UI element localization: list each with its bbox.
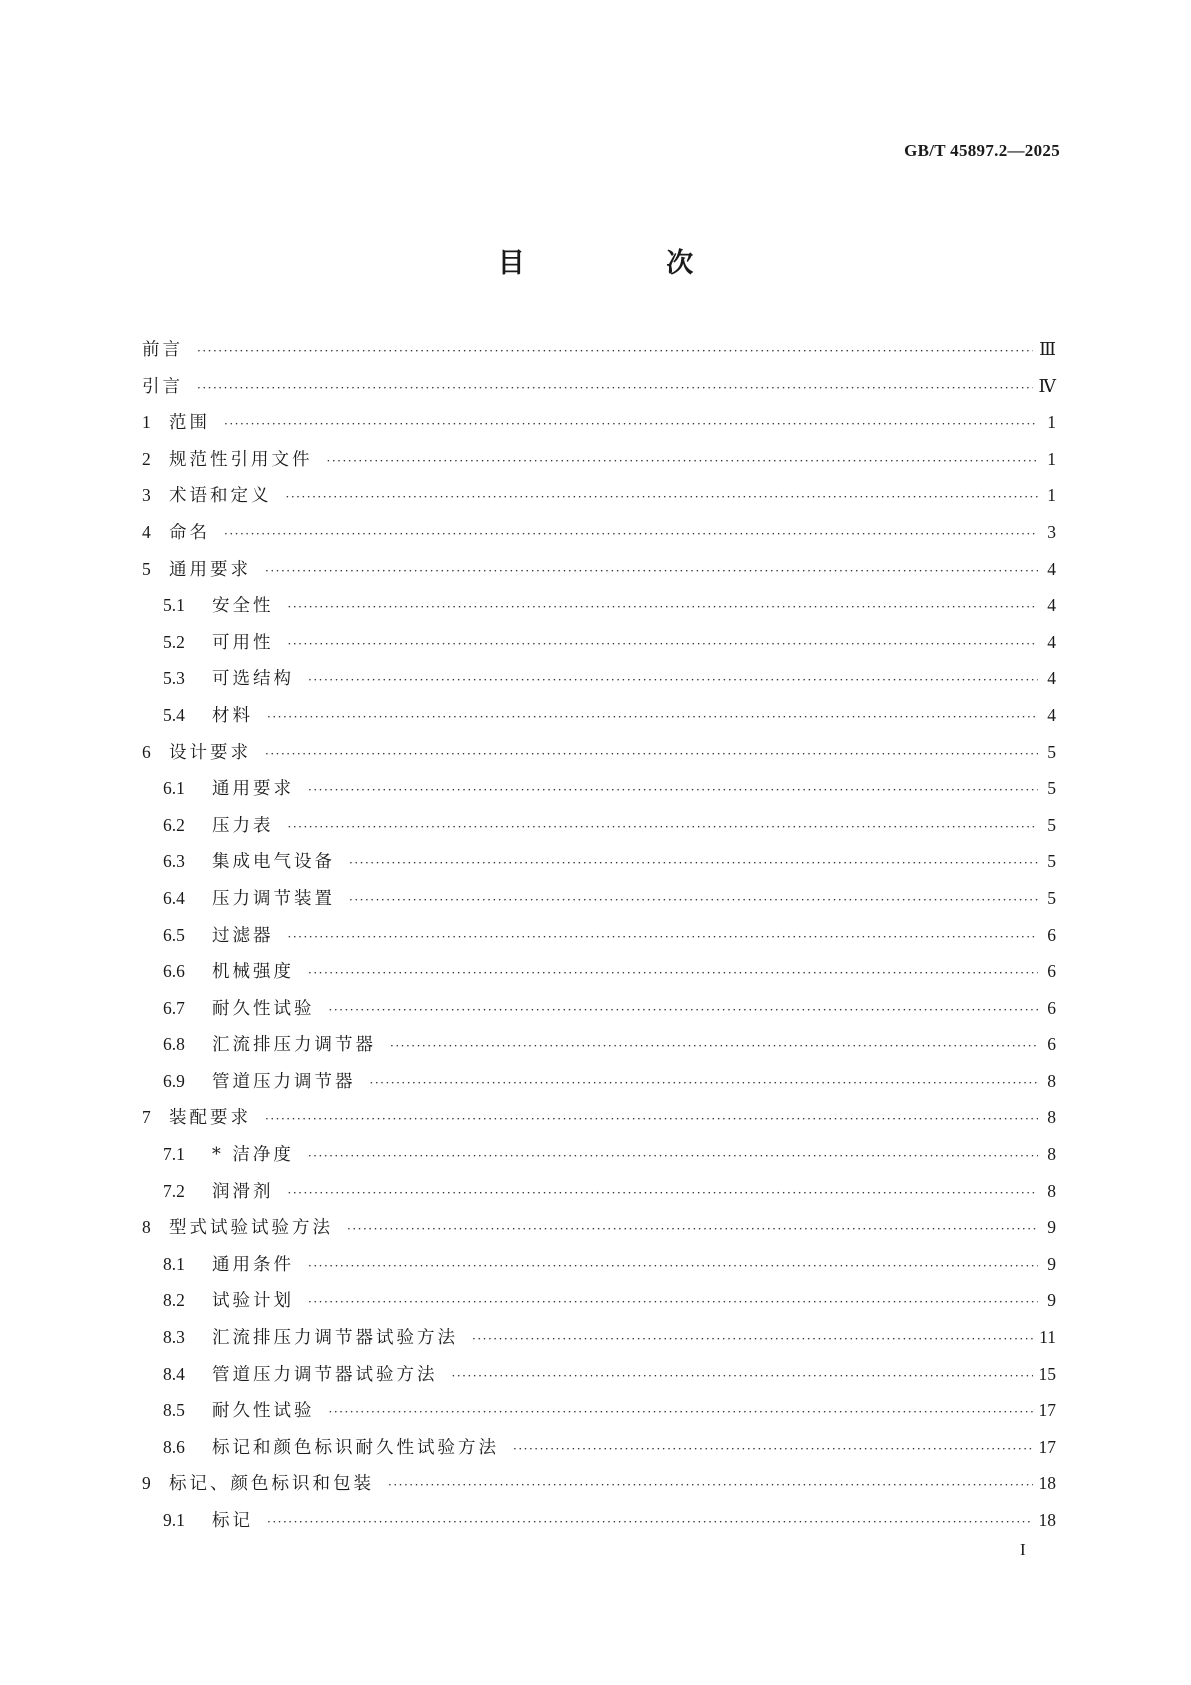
toc-entry-number: 9.1 [163,1510,185,1530]
toc-entry-number: 6.7 [163,997,185,1018]
toc-entry-label: 术语和定义 [169,486,272,507]
toc-entry-page: 5 [1047,741,1056,762]
toc-entry[interactable] [142,409,1056,446]
toc-entry-label: 集成电气设备 [212,852,335,873]
toc-entry-page: Ⅳ [1038,375,1056,396]
toc-entry-number: 6.8 [163,1034,185,1055]
page-number: I [1020,1540,1026,1559]
toc-entry-label: 安全性 [212,596,274,617]
toc-entry-number: 6.9 [163,1070,185,1091]
toc-entry-page: 17 [1038,1400,1056,1421]
toc-entry-page: Ⅲ [1039,339,1056,359]
toc-entry[interactable] [142,629,1056,666]
toc-entry[interactable] [142,665,1056,702]
toc-leader-dots [288,637,1039,651]
toc-entry-number: 8.4 [163,1363,185,1384]
toc-entry-number: 3 [142,485,151,506]
toc-leader-dots [349,856,1038,870]
toc-entry[interactable] [142,519,1056,556]
toc-leader-dots [390,1039,1038,1053]
toc-entry-number: 8.5 [163,1400,185,1421]
toc-entry-number: 5.3 [163,668,185,689]
toc-entry-page: 1 [1047,485,1056,506]
toc-entry-label: 前言 [142,340,183,360]
toc-leader-dots [288,600,1039,614]
toc-entry-page: 1 [1047,412,1056,433]
document-identifier: GB/T 45897.2—2025 [904,141,1060,160]
toc-leader-dots [224,417,1038,431]
toc-entry-page: 8 [1047,1144,1056,1165]
toc-leader-dots [308,673,1038,687]
toc-entry-number: 5.4 [163,704,185,725]
toc-leader-dots [308,1295,1038,1309]
toc-entry-page: 9 [1047,1290,1056,1311]
toc-entry-page: 4 [1047,704,1056,725]
toc-entry-page: 8 [1047,1070,1056,1091]
toc-entry-label: 管道压力调节器 [212,1071,356,1092]
toc-entry-number: 8.2 [163,1290,185,1311]
toc-entry[interactable] [142,556,1056,593]
toc-entry-label: 型式试验试验方法 [169,1218,333,1239]
toc-leader-dots [288,820,1039,834]
toc-entry-page: 3 [1047,521,1056,542]
toc-entry-label: 压力表 [212,815,274,836]
toc-entry[interactable] [142,482,1056,519]
toc-leader-dots [286,490,1039,504]
toc-entry-number: 2 [142,448,151,469]
toc-entry-label: 过滤器 [212,925,274,946]
toc-entry-label: 汇流排压力调节器 [212,1035,376,1056]
toc-entry[interactable] [142,1251,1056,1288]
toc-entry-label: 设计要求 [169,742,251,763]
toc-entry[interactable] [142,812,1056,849]
toc-entry[interactable] [142,1287,1056,1324]
toc-entry-page: 4 [1047,595,1056,616]
toc-leader-dots [329,1003,1039,1017]
toc-leader-dots [370,1076,1039,1090]
toc-entry[interactable] [142,995,1056,1032]
toc-entry[interactable] [142,848,1056,885]
toc-entry-page: 4 [1047,558,1056,579]
toc-entry[interactable] [142,739,1056,776]
toc-entry-page: 17 [1038,1436,1056,1457]
toc-entry-label: 引言 [142,376,183,397]
toc-entry[interactable] [142,885,1056,922]
toc-entry-label: 通用条件 [212,1254,294,1275]
toc-entry[interactable] [142,1031,1056,1068]
toc-leader-dots [347,1222,1038,1236]
toc-entry[interactable] [142,592,1056,629]
toc-entry[interactable] [142,1470,1056,1507]
toc-entry-number: 5.2 [163,631,185,652]
toc-leader-dots [329,1405,1033,1419]
toc-entry-label: 通用要求 [212,779,294,800]
toc-leader-dots [265,747,1038,761]
toc-entry[interactable] [142,1178,1056,1215]
toc-leader-dots [197,344,1033,358]
toc-entry-label: 装配要求 [169,1108,251,1129]
toc-leader-dots [308,1149,1038,1163]
toc-entry-label: 命名 [169,522,210,543]
toc-entry-label: 耐久性试验 [212,998,315,1019]
toc-entry-label: 汇流排压力调节器试验方法 [212,1328,458,1349]
toc-entry-page: 1 [1047,448,1056,469]
toc-entry-label: 可选结构 [212,669,294,690]
toc-entry[interactable] [142,775,1056,812]
toc-leader-dots [349,893,1038,907]
toc-entry[interactable] [142,702,1056,739]
toc-entry-label: 管道压力调节器试验方法 [212,1364,438,1385]
toc-entry-page: 8 [1047,1180,1056,1201]
toc-entry-label: 可用性 [212,632,274,653]
toc-entry-page: 18 [1038,1473,1056,1494]
toc-entry-page: 5 [1047,887,1056,908]
toc-entry-number: 6 [142,741,151,762]
toc-entry-label: 标记、颜色标识和包装 [169,1474,374,1495]
toc-entry[interactable] [142,1324,1056,1361]
toc-leader-dots [472,1332,1033,1346]
toc-entry-number: 8.6 [163,1436,185,1457]
toc-entry-page: 9 [1047,1253,1056,1274]
toc-entry-number: 8.3 [163,1327,185,1348]
toc-entry-label: 试验计划 [212,1291,294,1312]
toc-entry[interactable] [142,446,1056,483]
toc-entry-page: 11 [1039,1327,1056,1348]
toc-entry[interactable] [142,1434,1056,1471]
toc-entry-number: 6.1 [163,778,185,799]
toc-entry-number: 4 [142,521,151,542]
toc-leader-dots [308,783,1038,797]
toc-leader-dots [265,564,1038,578]
toc-entry-page: 9 [1047,1217,1056,1238]
toc-entry-label: 压力调节装置 [212,888,335,909]
toc-entry-label: * 洁净度 [212,1145,294,1166]
toc-entry-label: 标记 [212,1511,253,1531]
toc-entry-number: 7 [142,1107,151,1128]
table-of-contents [142,336,1056,1544]
toc-leader-dots [288,930,1039,944]
toc-entry[interactable] [142,336,1056,373]
toc-entry-number: 6.3 [163,851,185,872]
toc-leader-dots [388,1478,1033,1492]
toc-entry-label: 润滑剂 [212,1181,274,1202]
toc-entry-page: 6 [1047,997,1056,1018]
toc-leader-dots [308,1259,1038,1273]
toc-leader-dots [224,527,1038,541]
toc-entry[interactable] [142,922,1056,959]
toc-entry-label: 耐久性试验 [212,1401,315,1422]
toc-entry-number: 7.1 [163,1144,185,1165]
toc-entry-number: 5 [142,558,151,579]
toc-leader-dots [308,966,1038,980]
toc-entry[interactable] [142,958,1056,995]
toc-leader-dots [288,1186,1039,1200]
toc-entry-page: 18 [1038,1510,1056,1530]
toc-entry-number: 8.1 [163,1253,185,1274]
toc-entry-label: 通用要求 [169,559,251,580]
toc-entry-page: 4 [1047,668,1056,689]
toc-entry-number: 6.5 [163,924,185,945]
toc-entry-label: 规范性引用文件 [169,449,313,470]
toc-entry[interactable] [142,1104,1056,1141]
toc-entry-page: 15 [1038,1363,1056,1384]
toc-entry[interactable] [142,1214,1056,1251]
toc-entry-label: 范围 [169,413,210,434]
toc-entry[interactable] [142,1068,1056,1105]
toc-entry-label: 材料 [212,705,253,726]
toc-entry[interactable] [142,1361,1056,1398]
toc-leader-dots [452,1369,1033,1383]
toc-leader-dots [197,381,1033,395]
page-title: 目 次 [497,248,760,279]
toc-entry-number: 6.2 [163,814,185,835]
toc-entry[interactable] [142,1141,1056,1178]
toc-leader-dots [327,454,1039,468]
toc-entry-label: 机械强度 [212,962,294,983]
toc-entry[interactable] [142,1507,1056,1544]
toc-entry[interactable] [142,373,1056,410]
toc-entry-page: 6 [1047,961,1056,982]
toc-entry-number: 8 [142,1217,151,1238]
toc-entry[interactable] [142,1397,1056,1434]
toc-entry-page: 5 [1047,814,1056,835]
toc-leader-dots [265,1112,1038,1126]
toc-entry-number: 9 [142,1473,151,1494]
toc-leader-dots [513,1442,1033,1456]
toc-entry-number: 1 [142,412,151,433]
toc-entry-number: 6.6 [163,961,185,982]
toc-entry-page: 6 [1047,924,1056,945]
toc-entry-number: 5.1 [163,595,185,616]
toc-leader-dots [267,710,1038,724]
toc-entry-label: 标记和颜色标识耐久性试验方法 [212,1437,499,1458]
toc-entry-page: 5 [1047,778,1056,799]
toc-entry-page: 5 [1047,851,1056,872]
toc-entry-number: 7.2 [163,1180,185,1201]
toc-entry-page: 6 [1047,1034,1056,1055]
toc-entry-number: 6.4 [163,887,185,908]
toc-entry-page: 8 [1047,1107,1056,1128]
toc-entry-page: 4 [1047,631,1056,652]
toc-leader-dots [267,1515,1033,1529]
